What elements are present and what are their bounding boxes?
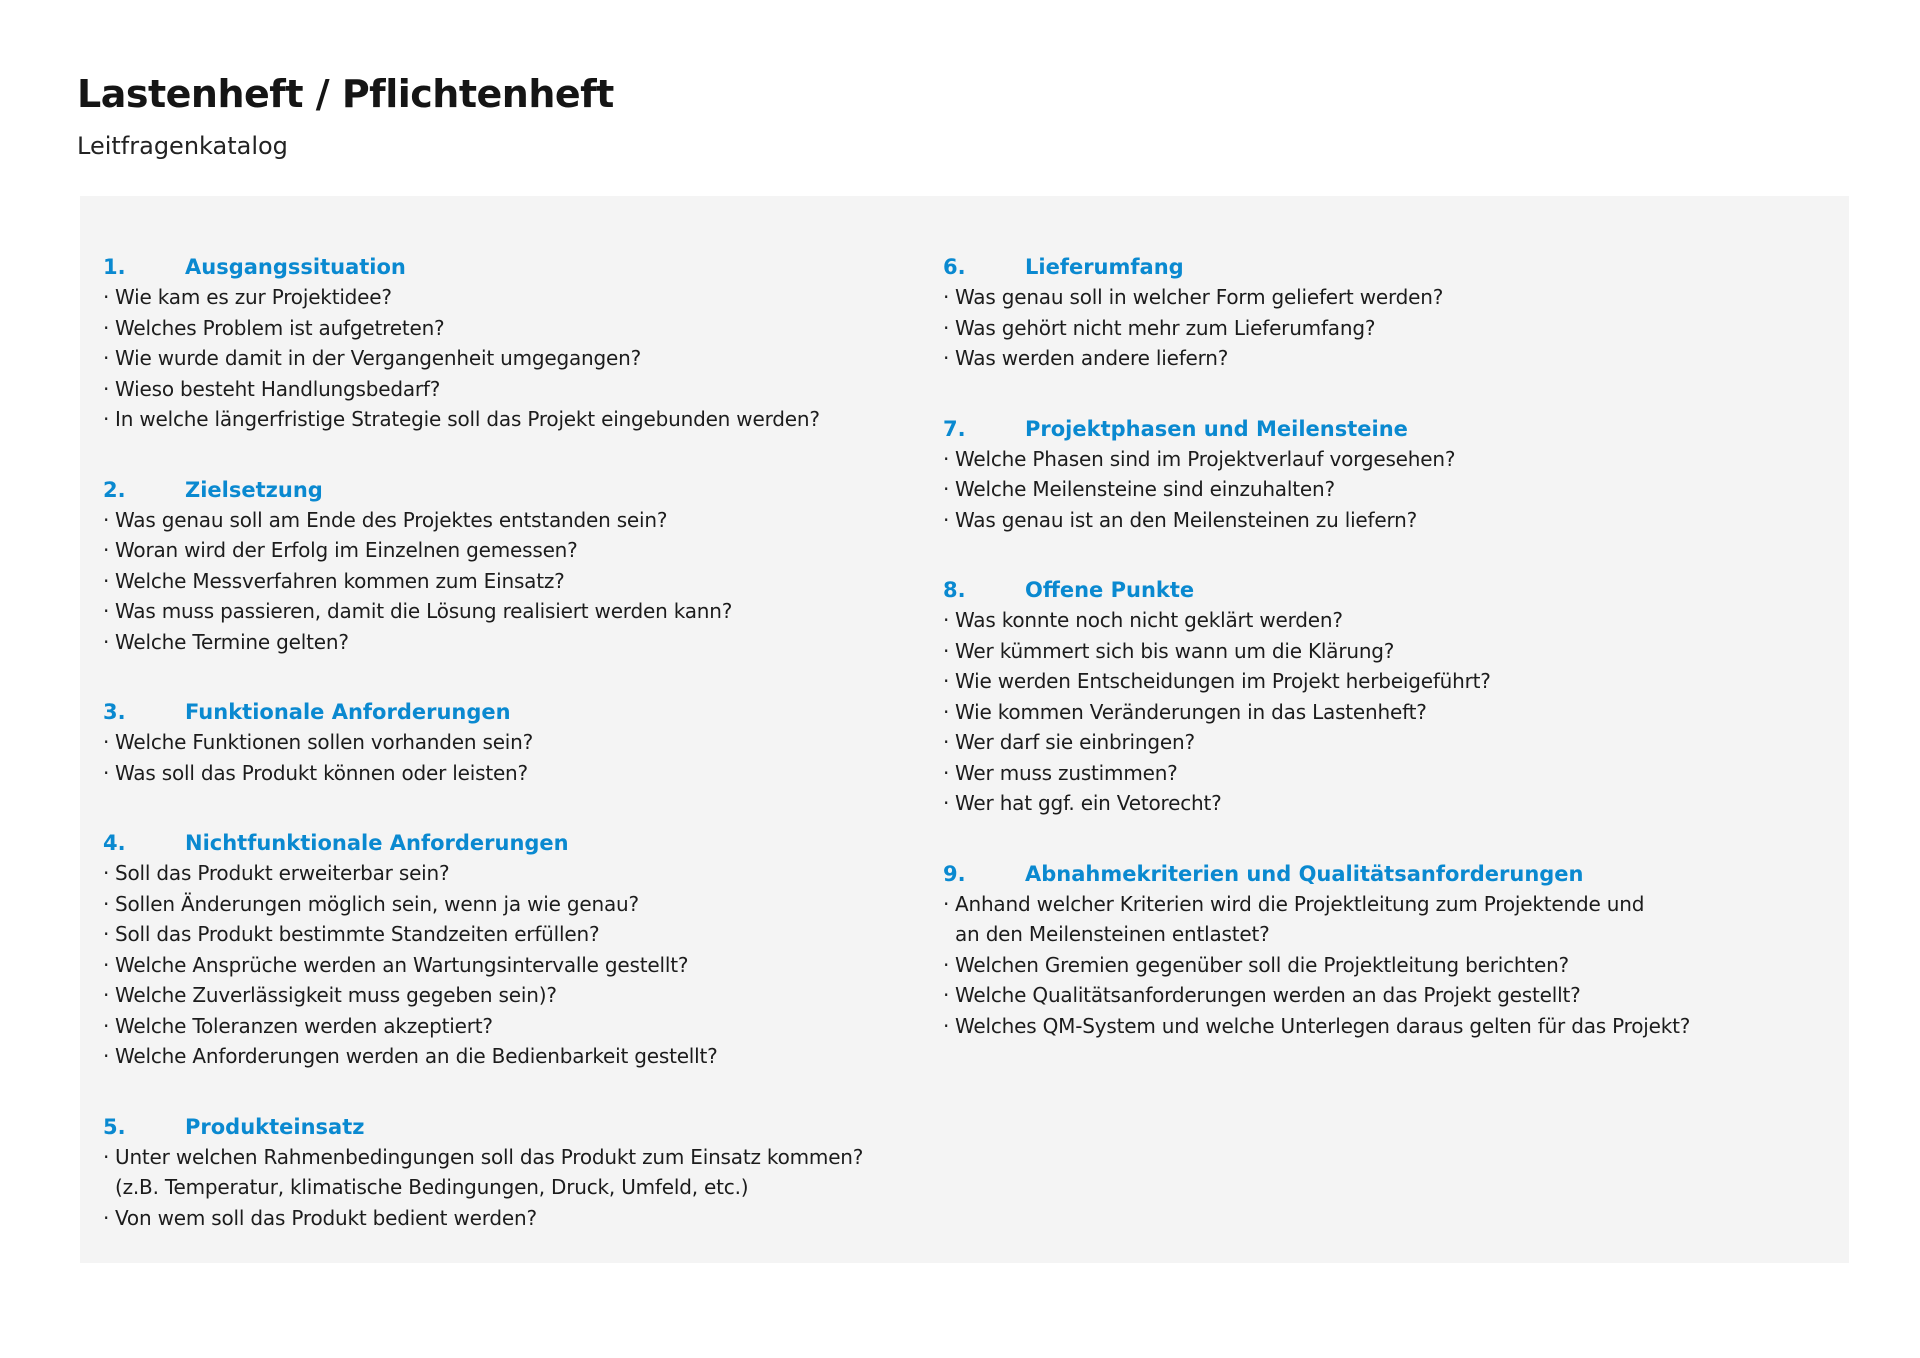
question-item (103, 1041, 923, 1072)
question-text: Wer muss zustimmen? (955, 760, 1178, 785)
bullet-icon: · (943, 446, 950, 471)
bullet-icon: · (943, 1013, 950, 1038)
section-title: Offene Punkte (1025, 578, 1195, 602)
section-title: Lieferumfang (1025, 255, 1184, 279)
bullet-icon: · (103, 407, 110, 431)
section-number: 2. (103, 477, 126, 502)
section-heading (943, 575, 1763, 605)
question-item (943, 666, 1763, 697)
bullet-icon: · (103, 346, 110, 370)
question-text: Welche Ansprüche werden an Wartungsintervalle gestellt? (115, 952, 689, 977)
section-4 (103, 828, 923, 1072)
question-item (103, 980, 923, 1011)
section-number: 3. (103, 700, 126, 724)
question-text: Was muss passieren, damit die Lösung realisiert werden kann? (115, 599, 733, 623)
question-item (943, 444, 1763, 475)
bullet-icon: · (103, 629, 110, 654)
question-text: Unter welchen Rahmenbedingungen soll das Produkt zum Einsatz kommen? (115, 1144, 864, 1169)
section-6 (943, 252, 1763, 374)
page-subtitle: Leitfragenkatalog (77, 132, 288, 160)
question-item (103, 889, 923, 920)
question-text: In welche längerfristige Strategie soll das Projekt eingebunden werden? (115, 407, 820, 431)
section-heading (943, 859, 1763, 889)
bullet-icon: · (103, 1205, 110, 1230)
section-number: 7. (943, 416, 966, 441)
question-text: Was genau soll am Ende des Projektes entstanden sein? (115, 507, 668, 532)
section-number: 6. (943, 255, 966, 279)
bullet-icon: · (943, 315, 950, 340)
question-text: Welche Funktionen sollen vorhanden sein? (115, 730, 534, 754)
question-item (943, 605, 1763, 636)
question-item (103, 596, 923, 627)
question-item (103, 282, 923, 313)
section-heading (943, 252, 1763, 282)
section-number: 1. (103, 255, 126, 279)
question-text: Soll das Produkt erweiterbar sein? (115, 861, 450, 885)
question-item (103, 343, 923, 374)
bullet-icon: · (943, 952, 950, 977)
question-text: Welche Meilensteine sind einzuhalten? (955, 477, 1335, 501)
section-number: 9. (943, 861, 966, 886)
question-text: Wer hat ggf. ein Vetorecht? (955, 791, 1222, 815)
question-item (103, 1203, 923, 1234)
section-5 (103, 1112, 923, 1234)
section-number: 8. (943, 578, 966, 602)
section-7 (943, 414, 1763, 536)
section-3 (103, 697, 923, 788)
section-heading (103, 697, 923, 727)
question-item (103, 505, 923, 536)
bullet-icon: · (943, 669, 950, 693)
question-item (103, 858, 923, 889)
question-text-continuation: (z.B. Temperatur, klimatische Bedingungen, Druck, Umfeld, etc.) (115, 1175, 749, 1199)
question-text: Von wem soll das Produkt bedient werden? (115, 1205, 537, 1230)
bullet-icon: · (103, 1013, 110, 1038)
question-text: Woran wird der Erfolg im Einzelnen gemessen? (115, 538, 578, 562)
question-item (103, 404, 923, 435)
right-column (943, 252, 1763, 1081)
question-item (943, 505, 1763, 536)
bullet-icon: · (103, 1144, 110, 1169)
section-heading (943, 414, 1763, 444)
bullet-icon: · (943, 760, 950, 785)
bullet-icon: · (103, 861, 110, 885)
question-text: Was gehört nicht mehr zum Lieferumfang? (955, 315, 1376, 340)
section-9 (943, 859, 1763, 1042)
question-item (103, 313, 923, 344)
question-item (103, 727, 923, 758)
bullet-icon: · (943, 730, 950, 754)
question-item (943, 788, 1763, 819)
bullet-icon: · (943, 699, 950, 724)
section-title: Produkteinsatz (185, 1114, 365, 1139)
bullet-icon: · (943, 346, 950, 370)
question-text: Welche Termine gelten? (115, 629, 349, 654)
section-1 (103, 252, 923, 435)
bullet-icon: · (103, 538, 110, 562)
question-item (943, 282, 1763, 313)
section-title: Nichtfunktionale Anforderungen (185, 831, 569, 855)
question-text: Wie kommen Veränderungen in das Lastenheft? (955, 699, 1427, 724)
question-text: Was genau ist an den Meilensteinen zu liefern? (955, 507, 1418, 532)
page-title: Lastenheft / Pflichtenheft (77, 72, 614, 116)
bullet-icon: · (103, 376, 110, 401)
question-text: Soll das Produkt bestimmte Standzeiten erfüllen? (115, 922, 600, 946)
bullet-icon: · (103, 891, 110, 916)
section-heading (103, 1112, 923, 1142)
bullet-icon: · (103, 922, 110, 946)
question-item (103, 566, 923, 597)
bullet-icon: · (943, 285, 950, 309)
bullet-icon: · (943, 477, 950, 501)
bullet-icon: · (943, 507, 950, 532)
bullet-icon: · (103, 1044, 110, 1068)
question-item (943, 758, 1763, 789)
section-heading (103, 828, 923, 858)
question-text: Welche Phasen sind im Projektverlauf vorgesehen? (955, 446, 1456, 471)
question-item (943, 1011, 1763, 1042)
question-item (943, 313, 1763, 344)
question-item (103, 535, 923, 566)
question-item (943, 343, 1763, 374)
section-title: Ausgangssituation (185, 255, 406, 279)
section-8 (943, 575, 1763, 819)
bullet-icon: · (103, 983, 110, 1007)
bullet-icon: · (103, 285, 110, 309)
bullet-icon: · (943, 983, 950, 1007)
question-item (943, 727, 1763, 758)
question-item (103, 374, 923, 405)
question-text: Wie kam es zur Projektidee? (115, 285, 392, 309)
section-title: Abnahmekriterien und Qualitätsanforderungen (1025, 861, 1584, 886)
question-item (103, 627, 923, 658)
question-item (943, 980, 1763, 1011)
questions-panel (80, 196, 1849, 1263)
question-item (103, 1142, 923, 1203)
bullet-icon: · (103, 730, 110, 754)
question-text: Wie werden Entscheidungen im Projekt herbeigeführt? (955, 669, 1491, 693)
bullet-icon: · (943, 608, 950, 632)
question-item (103, 950, 923, 981)
bullet-icon: · (103, 507, 110, 532)
question-text: Was soll das Produkt können oder leisten? (115, 760, 528, 785)
question-text: Was werden andere liefern? (955, 346, 1229, 370)
bullet-icon: · (103, 760, 110, 785)
question-item (103, 758, 923, 789)
section-title: Zielsetzung (185, 477, 323, 502)
section-title: Projektphasen und Meilensteine (1025, 416, 1408, 441)
question-text: Was genau soll in welcher Form geliefert werden? (955, 285, 1444, 309)
bullet-icon: · (103, 599, 110, 623)
question-text: Wie wurde damit in der Vergangenheit umgegangen? (115, 346, 641, 370)
question-item (943, 950, 1763, 981)
question-text: Welches Problem ist aufgetreten? (115, 315, 445, 340)
section-heading (103, 252, 923, 282)
question-text: Welchen Gremien gegenüber soll die Projektleitung berichten? (955, 952, 1569, 977)
question-text: Sollen Änderungen möglich sein, wenn ja wie genau? (115, 891, 639, 916)
question-text: Welche Zuverlässigkeit muss gegeben sein)? (115, 983, 557, 1007)
question-item (103, 919, 923, 950)
question-text-continuation: an den Meilensteinen entlastet? (955, 922, 1270, 946)
question-text: Welche Anforderungen werden an die Bedienbarkeit gestellt? (115, 1044, 718, 1068)
section-number: 5. (103, 1114, 126, 1139)
question-item (943, 474, 1763, 505)
bullet-icon: · (103, 568, 110, 593)
bullet-icon: · (943, 638, 950, 663)
question-text: Anhand welcher Kriterien wird die Projektleitung zum Projektende und (955, 891, 1645, 916)
section-heading (103, 475, 923, 505)
question-item (943, 697, 1763, 728)
question-text: Wieso besteht Handlungsbedarf? (115, 376, 441, 401)
bullet-icon: · (943, 891, 950, 916)
section-number: 4. (103, 831, 126, 855)
question-item (103, 1011, 923, 1042)
question-text: Welche Messverfahren kommen zum Einsatz? (115, 568, 565, 593)
question-text: Wer darf sie einbringen? (955, 730, 1195, 754)
question-item (943, 636, 1763, 667)
bullet-icon: · (943, 791, 950, 815)
question-text: Was konnte noch nicht geklärt werden? (955, 608, 1343, 632)
question-text: Wer kümmert sich bis wann um die Klärung? (955, 638, 1395, 663)
left-column (103, 252, 923, 1273)
question-text: Welche Qualitätsanforderungen werden an das Projekt gestellt? (955, 983, 1581, 1007)
section-title: Funktionale Anforderungen (185, 700, 511, 724)
bullet-icon: · (103, 952, 110, 977)
section-2 (103, 475, 923, 658)
question-text: Welches QM-System und welche Unterlegen daraus gelten für das Projekt? (955, 1013, 1691, 1038)
question-text: Welche Toleranzen werden akzeptiert? (115, 1013, 493, 1038)
question-item (943, 889, 1763, 950)
bullet-icon: · (103, 315, 110, 340)
